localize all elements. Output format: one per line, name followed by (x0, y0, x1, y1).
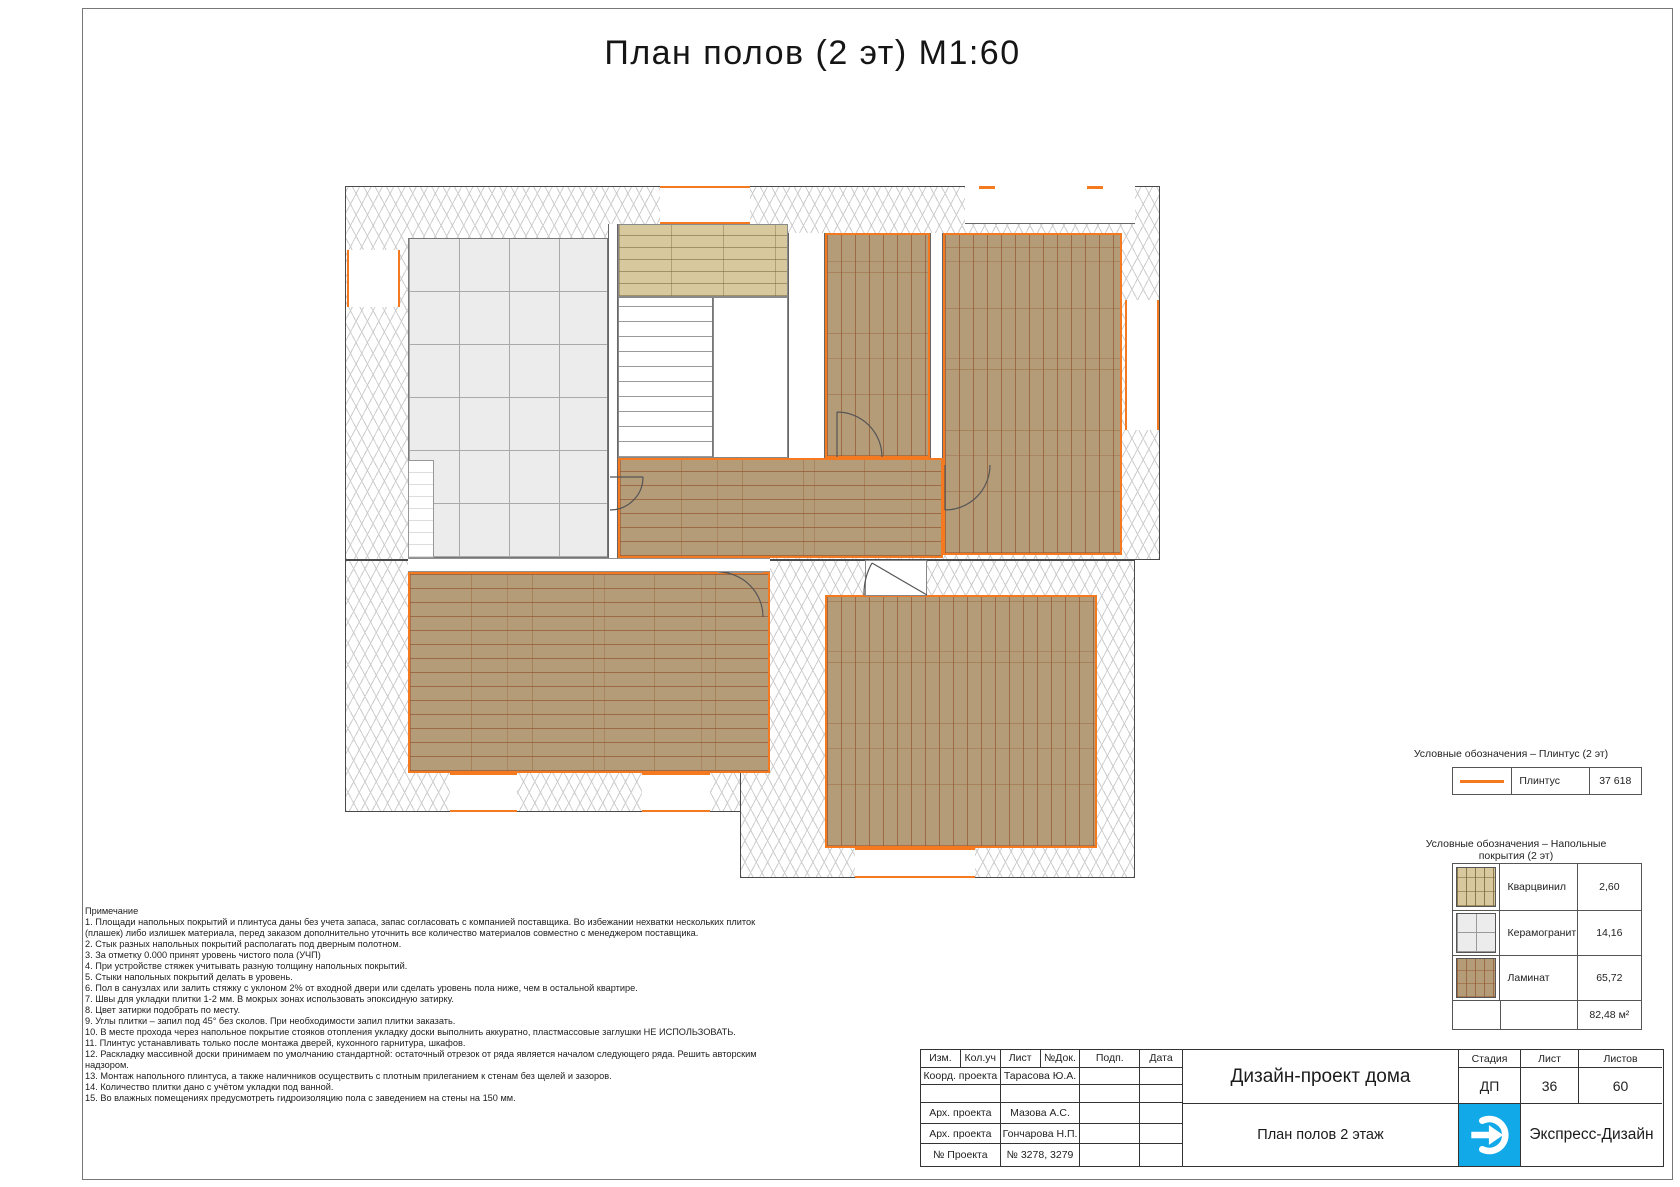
landing-kvartsvinyl-floor (618, 224, 788, 297)
sheet-number: 36 (1521, 1068, 1579, 1104)
table-row (921, 1124, 1182, 1145)
stage-value: ДП (1459, 1068, 1521, 1104)
note-item: 11. Плинтус устанавливать только после монтажа дверей, кухонного гарнитура, шкафов. (85, 1038, 466, 1048)
signature-cell (1080, 1103, 1140, 1124)
sheets-label: Листов (1579, 1050, 1662, 1068)
table-row (921, 1068, 1182, 1086)
date-cell (1140, 1103, 1182, 1124)
table-row (921, 1085, 1182, 1103)
title-block-right (1459, 1050, 1662, 1166)
note-item: 4. При устройстве стяжек учитывать разную толщину напольных покрытий. (85, 961, 408, 971)
note-item: 8. Цвет затирки подобрать по месту. (85, 1005, 241, 1015)
laminat-swatch (1456, 958, 1496, 998)
col-izm: Изм. (921, 1050, 961, 1068)
opening-top-right (965, 186, 1135, 224)
plinth-line-swatch (1460, 780, 1504, 783)
note-item: 14. Количество плитки дано с учётом укладки под ванной. (85, 1082, 334, 1092)
glazed-partition (408, 558, 770, 572)
table-row (921, 1144, 1182, 1166)
name-cell: № 3278, 3279 (1001, 1144, 1081, 1166)
note-item: 6. Пол в санузлах или залить стяжку с уклоном 2% от входной двери или сделать уровень пола ниже, чем в остальной квартире. (85, 983, 638, 993)
note-item: 10. В месте прохода через напольное покрытие стояков отопления укладку доски выполнить аккуратно, пластмассовые заглушки НЕ ИСПОЛЬЗОВАТЬ. (85, 1027, 736, 1037)
kvartsvinyl-swatch (1456, 867, 1496, 907)
date-cell (1140, 1085, 1182, 1103)
legend-row-keramogranit (1453, 911, 1641, 956)
door-opening (718, 560, 763, 573)
keramogranit-area: 14,16 (1596, 927, 1623, 939)
interior-wall (608, 224, 618, 558)
stage-header-row (1459, 1050, 1662, 1068)
note-item: 12. Раскладку массивной доски принимаем по умолчанию стандартной: остаточный отрезок от ряда является началом следующего ряда. Решить авторским надзором. (85, 1049, 757, 1070)
shower-screen (408, 460, 434, 558)
legend-total-row (1453, 1001, 1641, 1029)
drawing-title: План полов 2 этаж (1257, 1127, 1384, 1143)
laminat-area: 65,72 (1596, 972, 1623, 984)
empty-cell (1453, 1001, 1501, 1029)
plinth-swatch-cell (1453, 768, 1512, 794)
plinth-label: Плинтус (1512, 768, 1589, 794)
kvartsvinyl-area: 2,60 (1599, 881, 1620, 893)
laminat-label: Ламинат (1500, 956, 1577, 1000)
name-cell (1001, 1085, 1081, 1103)
role-cell (921, 1085, 1001, 1103)
room-bottom-left-laminate-floor (408, 572, 770, 773)
empty-cell (1501, 1001, 1578, 1029)
name-cell: Мазова А.С. (1001, 1103, 1081, 1124)
signature-cell (1080, 1068, 1140, 1086)
window-left (347, 250, 400, 307)
name-cell: Гончарова Н.П. (1001, 1124, 1081, 1145)
note-item: 13. Монтаж напольного плинтуса, а также наличников осуществить с плотным прилеганием к стенам без щелей и зазоров. (85, 1071, 612, 1081)
signature-cell (1080, 1085, 1140, 1103)
notes-heading: Примечание (85, 906, 139, 916)
name-cell: Тарасова Ю.А. (1001, 1068, 1081, 1086)
corridor-laminate-floor (618, 458, 943, 558)
note-item: 3. За отметку 0.000 принят уровень чистого пола (УЧП) (85, 950, 321, 960)
legend-row-kvartsvinyl (1453, 864, 1641, 911)
role-cell: Арх. проекта (921, 1103, 1001, 1124)
room-top-middle-laminate-floor (825, 233, 930, 458)
project-title: Дизайн-проект дома (1183, 1050, 1458, 1104)
note-item: 5. Стыки напольных покрытий делать в уровень. (85, 972, 293, 982)
note-item: 2. Стык разных напольных покрытий располагать под дверным полотном. (85, 939, 402, 949)
note-item: 15. Во влажных помещениях предусмотреть гидроизоляцию пола с заведением на стены на 150 мм. (85, 1093, 516, 1103)
page-title: План полов (2 эт) М1:60 (604, 34, 1021, 72)
col-list: Лист (1001, 1050, 1041, 1068)
plinth-value: 37 618 (1599, 775, 1632, 787)
keramogranit-label: Керамогранит (1500, 911, 1577, 955)
legend-floors-title (1390, 839, 1642, 862)
interior-wall (788, 233, 825, 458)
title-block-left-table (921, 1050, 1183, 1166)
company-logo (1459, 1104, 1521, 1166)
signature-cell (1080, 1124, 1140, 1145)
role-cell: Коорд. проекта (921, 1068, 1001, 1086)
door-opening (865, 560, 927, 596)
legend-plinth-title: Условные обозначения – Плинтус (2 эт) (1413, 748, 1609, 760)
legend-floors-title-line2: покрытия (2 эт) (1478, 849, 1554, 862)
role-cell: № Проекта (921, 1144, 1001, 1166)
table-row (921, 1103, 1182, 1124)
header-row (921, 1050, 1182, 1068)
window-bay-bottom (855, 848, 975, 878)
express-design-logo-icon (1468, 1113, 1512, 1157)
title-block-middle (1183, 1050, 1459, 1166)
col-koluch: Кол.уч (961, 1050, 1001, 1068)
stage-label: Стадия (1459, 1050, 1521, 1068)
legend-floors-title-line1: Условные обозначения – Напольные (1425, 838, 1607, 850)
role-cell: Арх. проекта (921, 1124, 1001, 1145)
window-bottom-2 (642, 773, 710, 812)
legend-floors-table (1452, 863, 1642, 1030)
title-block (920, 1049, 1664, 1167)
window-tick (979, 186, 995, 189)
note-item: 9. Углы плитки – запил под 45° без сколов. При необходимости запил плитки заказать. (85, 1016, 456, 1026)
note-item: 7. Швы для укладки плитки 1-2 мм. В мокрых зонах использовать эпоксидную затирку. (85, 994, 454, 1004)
note-item: 1. Площади напольных покрытий и плинтуса даны без учета запаса, запас согласовать с компанией поставщика. Во избежании нехватки нескольких плиток (плашек) либо излишек материала, перед заказом дополнительно уточнить все количество материалов совместно с менеджером поставщика. (85, 917, 756, 938)
col-podp: Подп. (1080, 1050, 1140, 1068)
interior-wall (930, 233, 943, 458)
date-cell (1140, 1144, 1182, 1166)
room-bottom-middle-laminate-floor (825, 595, 1097, 848)
company-row (1459, 1104, 1662, 1166)
sheets-total: 60 (1579, 1068, 1662, 1104)
notes-block (85, 906, 777, 1104)
window-bottom-1 (450, 773, 517, 812)
col-data: Дата (1140, 1050, 1182, 1068)
room-top-right-laminate-floor (943, 233, 1122, 555)
total-area: 82,48 м² (1589, 1009, 1630, 1021)
window-tick (1087, 186, 1103, 189)
date-cell (1140, 1124, 1182, 1145)
room-bathroom-tile-floor (408, 238, 608, 558)
swatch-cell (1453, 956, 1500, 1000)
kvartsvinyl-label: Кварцвинил (1500, 864, 1577, 910)
stair-well (713, 298, 787, 457)
stage-value-row (1459, 1068, 1662, 1104)
signature-cell (1080, 1144, 1140, 1166)
staircase (618, 297, 788, 458)
legend-plinth-table (1452, 767, 1642, 795)
swatch-cell (1453, 911, 1500, 955)
swatch-cell (1453, 864, 1500, 910)
floor-plan (345, 186, 1160, 878)
window-top (660, 186, 750, 224)
sheet-label: Лист (1521, 1050, 1579, 1068)
legend-row-laminat (1453, 956, 1641, 1001)
company-name: Экспресс-Дизайн (1529, 1126, 1654, 1143)
window-right (1125, 300, 1159, 430)
col-ndok: №Док. (1041, 1050, 1081, 1068)
legend-plinth-row (1453, 768, 1641, 794)
keramogranit-swatch (1456, 913, 1496, 953)
date-cell (1140, 1068, 1182, 1086)
